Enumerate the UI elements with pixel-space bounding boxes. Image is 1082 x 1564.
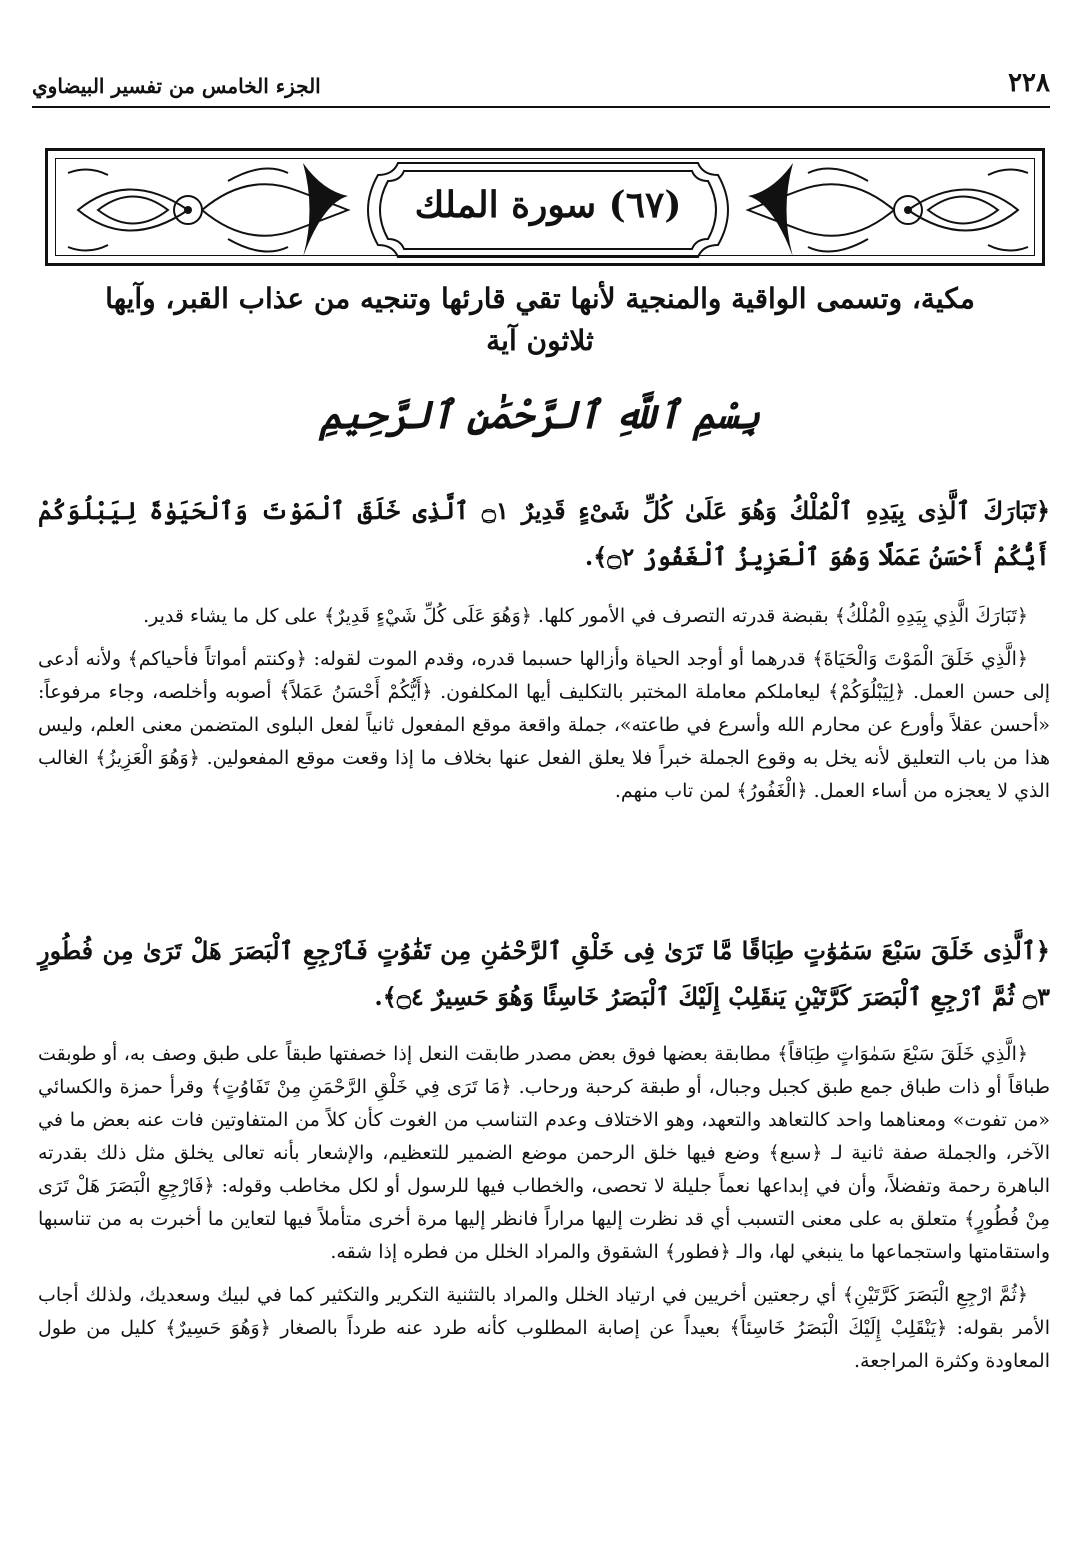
basmala-text: بِسْمِ ٱللَّهِ ٱلرَّحْمَٰنِ ٱلرَّحِيمِ xyxy=(319,392,761,437)
running-title: الجزء الخامس من تفسير البيضاوي xyxy=(32,74,321,98)
intro-line-1: مكية، وتسمى الواقية والمنجية لأنها تقي قارئها وتنجيه من عذاب القبر، وآيها xyxy=(105,282,975,315)
commentary-paragraph: ﴿ثُمَّ ارْجِعِ الْبَصَرَ كَرَّتَيْنِ﴾ أي رجعتين أخريين في ارتياد الخلل والمراد بالتثنية التكرير والتكثير كما في لبيك وسعديك، ولذلك أجاب الأمر بقوله: ﴿يَنْقَلِبْ إِلَيْكَ الْبَصَرُ خَاسِئاً﴾ بعيداً عن إصابة المطلوب كأنه طرد عنه طرداً بالصغار ﴿وَهُوَ حَسِيرٌ﴾ كليل من طول المعاودة وكثرة المراجعة. xyxy=(38,1284,1050,1372)
commentary-block-1 xyxy=(38,600,1050,808)
intro-line-2: ثلاثون آية xyxy=(486,324,594,357)
commentary-block-2 xyxy=(38,1038,1050,1378)
verse-block-1: ﴿تَبَارَكَ ٱلَّذِى بِيَدِهِ ٱلْمُلْكُ وَهُوَ عَلَىٰ كُلِّ شَىْءٍ قَدِيرٌ ۝١ ٱلَّذِى خَلَقَ ٱلْمَوْتَ وَٱلْحَيَوٰةَ لِيَبْلُوَكُمْ أَيُّكُمْ أَحْسَنُ عَمَلًا وَهُوَ ٱلْعَزِيزُ ٱلْغَفُورُ ۝٢﴾. xyxy=(38,496,1051,571)
verse-block-2: ﴿ٱلَّذِى خَلَقَ سَبْعَ سَمَٰوَٰتٍ طِبَاقًا مَّا تَرَىٰ فِى خَلْقِ ٱلرَّحْمَٰنِ مِن تَفَٰوُتٍ فَٱرْجِعِ ٱلْبَصَرَ هَلْ تَرَىٰ مِن فُطُورٍ ۝٣ ثُمَّ ٱرْجِعِ ٱلْبَصَرَ كَرَّتَيْنِ يَنقَلِبْ إِلَيْكَ ٱلْبَصَرُ خَاسِئًا وَهُوَ حَسِيرٌ ۝٤﴾. xyxy=(38,936,1050,1011)
commentary-paragraph: ﴿تَبَارَكَ الَّذِي بِيَدِهِ الْمُلْكُ﴾ بقبضة قدرته التصرف في الأمور كلها. ﴿وَهُوَ عَلَى كُلِّ شَيْءٍ قَدِيرٌ﴾ على كل ما يشاء قدير. xyxy=(143,605,1028,627)
commentary-paragraph: ﴿الَّذِي خَلَقَ سَبْعَ سَمٰوَاتٍ طِبَاقاً﴾ مطابقة بعضها فوق بعض مصدر طابقت النعل إذا خصفتها طبقاً على طبق وصف به، أو طوبقت طباقاً أو ذات طباق جمع طبق كجبل وجبال، أو طبقة كرحبة ورحاب. ﴿مَا تَرَى فِي خَلْقِ الرَّحْمَنِ مِنْ تَفَاوُتٍ﴾ وقرأ حمزة والكسائي «من تفوت» ومعناهما واحد كالتعاهد والتعهد، وهو الاختلاف وعدم التناسب من الغوت كأن كلاً من المتفاوتين فات عنه بعض ما في الآخر، والجملة صفة ثانية لـ ﴿سبع﴾ وضع فيها خلق الرحمن موضع الضمير للتعظيم، والإشعار بأنه تعالى يخلق مثل ذلك بقدرته الباهرة رحمة وتفضلاً، وأن في إبداعها نعماً جليلة لا تحصى، والخطاب فيها للرسول أو لكل مخاطب وقوله: ﴿فَارْجِعِ الْبَصَرَ هَلْ تَرَى مِنْ فُطُورٍ﴾ متعلق به على معنى التسبب أي قد نظرت إليها مراراً فانظر إليها مرة أخرى متأملاً فيها لتعاين ما أخبرت به من تناسبها واستقامتها واستجماعها ما ينبغي لها، والـ ﴿فطور﴾ الشقوق والمراد الخلل من فطره إذا شقه. xyxy=(38,1043,1050,1263)
page-number: ٢٢٨ xyxy=(1008,68,1050,98)
surah-intro xyxy=(60,278,1020,362)
basmala xyxy=(300,392,780,437)
surah-title: (٦٧) سورة الملك xyxy=(414,184,682,226)
commentary-paragraph: ﴿الَّذِي خَلَقَ الْمَوْتَ وَالْحَيَاةَ﴾ قدرهما أو أوجد الحياة وأزالها حسبما قدره، وقدم الموت لقوله: ﴿وكنتم أمواتاً فأحياكم﴾ ولأنه أدعى إلى حسن العمل. ﴿لِيَبْلُوَكُمْ﴾ ليعاملكم معاملة المختبر بالتكليف أيها المكلفون. ﴿أَيُّكُمْ أَحْسَنُ عَمَلاً﴾ أصوبه وأخلصه، وجاء مرفوعاً: «أحسن عقلاً وأورع عن محارم الله وأسرع في طاعته»، جملة واقعة موقع المفعول ثانياً لفعل البلوى المتضمن معنى العلم، وليس هذا من باب التعليق لأنه يخل به وقوع الجملة خبراً فلا يعلق الفعل عنها بخلاف ما إذا وقعت موقع المفعولين. ﴿وَهُوَ الْعَزِيزُ﴾ الغالب الذي لا يعجزه من أساء العمل. ﴿الْغَفُورُ﴾ لمن تاب منهم. xyxy=(38,648,1050,802)
running-header xyxy=(32,64,1050,108)
surah-banner xyxy=(45,148,1045,266)
